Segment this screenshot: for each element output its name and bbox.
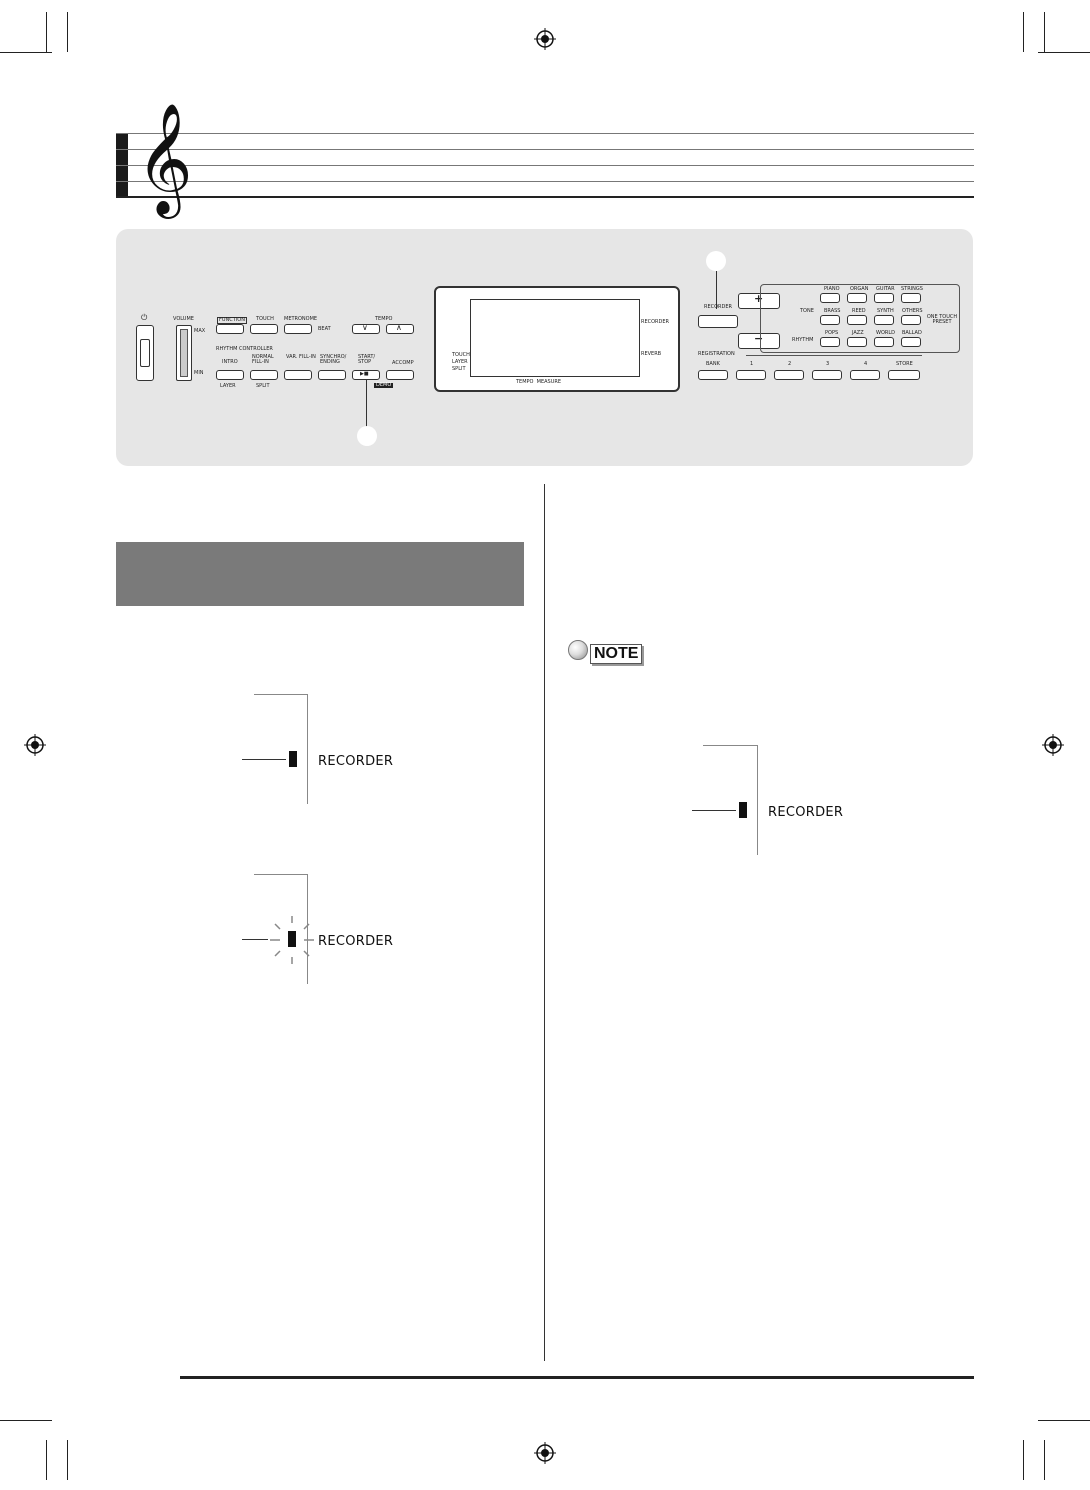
step-callout-marker bbox=[357, 426, 377, 446]
synchro-ending-label: SYNCHRO/ ENDING bbox=[320, 354, 347, 365]
lcd-screen bbox=[470, 299, 640, 377]
play-pause-icon: ▶■ bbox=[360, 371, 369, 377]
recorder-indicator-label: RECORDER bbox=[318, 934, 394, 949]
tone-piano-label: PIANO bbox=[824, 286, 840, 292]
metronome-label: METRONOME bbox=[284, 316, 318, 322]
display-layer-label: LAYER bbox=[452, 359, 468, 365]
volume-min-label: MIN bbox=[194, 370, 204, 376]
accomp-button[interactable] bbox=[386, 370, 414, 380]
rhythm-controller-label: RHYTHM CONTROLLER bbox=[216, 346, 273, 352]
touch-label: TOUCH bbox=[256, 316, 274, 322]
registration-3-label: 3 bbox=[826, 361, 830, 367]
registration-4-button[interactable] bbox=[850, 370, 880, 380]
tone-label: TONE bbox=[800, 308, 814, 314]
tone-strings-button[interactable] bbox=[901, 293, 921, 303]
power-icon: ⏻ bbox=[141, 313, 148, 322]
registration-1-button[interactable] bbox=[736, 370, 766, 380]
beat-label: BEAT bbox=[318, 326, 331, 332]
tone-reed-label: REED bbox=[852, 308, 866, 314]
display-recorder-label: RECORDER bbox=[641, 319, 670, 325]
trim-mark bbox=[67, 1440, 68, 1480]
trim-mark bbox=[1044, 1440, 1045, 1480]
accomp-label: ACCOMP bbox=[392, 360, 414, 366]
minus-icon: − bbox=[754, 332, 764, 345]
registration-3-button[interactable] bbox=[812, 370, 842, 380]
registration-bank-button[interactable] bbox=[698, 370, 728, 380]
trim-mark bbox=[1038, 1420, 1090, 1421]
rhythm-ballad-label: BALLAD bbox=[902, 330, 922, 336]
display-touch-label: TOUCH bbox=[452, 352, 470, 358]
footer-rule bbox=[180, 1376, 974, 1379]
tempo-label: TEMPO bbox=[375, 316, 393, 322]
recorder-indicator-label: RECORDER bbox=[318, 754, 394, 769]
trim-mark bbox=[1023, 1440, 1024, 1480]
display-split-label: SPLIT bbox=[452, 366, 466, 372]
normal-fill-in-label: NORMAL FILL-IN bbox=[252, 354, 274, 365]
tone-others-label: OTHERS bbox=[902, 308, 923, 314]
registration-2-label: 2 bbox=[788, 361, 792, 367]
tone-piano-button[interactable] bbox=[820, 293, 840, 303]
tone-organ-button[interactable] bbox=[847, 293, 867, 303]
section-heading-bar bbox=[116, 542, 524, 606]
tone-synth-label: SYNTH bbox=[877, 308, 894, 314]
intro-button[interactable] bbox=[216, 370, 244, 380]
registration-2-button[interactable] bbox=[774, 370, 804, 380]
registration-4-label: 4 bbox=[864, 361, 868, 367]
layer-label: LAYER bbox=[220, 383, 236, 389]
trim-mark bbox=[67, 12, 68, 52]
volume-label: VOLUME bbox=[173, 316, 194, 322]
keyboard-panel bbox=[116, 229, 973, 466]
registration-mark-icon bbox=[534, 1442, 556, 1464]
trim-mark bbox=[1038, 52, 1090, 53]
recorder-button-label: RECORDER bbox=[704, 304, 733, 310]
registration-mark-icon bbox=[1042, 734, 1064, 756]
function-button[interactable] bbox=[216, 324, 244, 334]
tone-brass-button[interactable] bbox=[820, 315, 840, 325]
indicator-lamp bbox=[289, 751, 297, 767]
normal-fill-in-button[interactable] bbox=[250, 370, 278, 380]
power-switch bbox=[140, 339, 150, 367]
indicator-pointer-line bbox=[242, 759, 286, 760]
volume-max-label: MAX bbox=[194, 328, 206, 334]
indicator-frame-top bbox=[254, 694, 308, 695]
rhythm-jazz-button[interactable] bbox=[847, 337, 867, 347]
one-touch-preset-label: ONE TOUCH PRESET bbox=[926, 314, 958, 325]
note-badge bbox=[568, 640, 644, 666]
metronome-button[interactable] bbox=[284, 324, 312, 334]
treble-clef-icon: 𝄞 bbox=[136, 102, 193, 214]
indicator-pointer-line bbox=[692, 810, 736, 811]
registration-mark-icon bbox=[534, 28, 556, 50]
tone-synth-button[interactable] bbox=[874, 315, 894, 325]
staff-line bbox=[116, 181, 974, 182]
rhythm-ballad-button[interactable] bbox=[901, 337, 921, 347]
lightbulb-icon bbox=[568, 640, 588, 660]
split-label: SPLIT bbox=[256, 383, 270, 389]
trim-mark bbox=[1044, 12, 1045, 52]
registration-label: REGISTRATION bbox=[698, 351, 735, 357]
rhythm-label: RHYTHM bbox=[792, 337, 814, 343]
step-callout-marker bbox=[706, 251, 726, 271]
tone-guitar-button[interactable] bbox=[874, 293, 894, 303]
indicator-frame-side bbox=[757, 745, 758, 855]
staff-line bbox=[116, 165, 974, 166]
tone-brass-label: BRASS bbox=[824, 308, 841, 314]
trim-mark bbox=[0, 52, 52, 53]
rhythm-world-button[interactable] bbox=[874, 337, 894, 347]
registration-1-label: 1 bbox=[750, 361, 754, 367]
volume-track bbox=[180, 329, 188, 377]
staff-line bbox=[116, 149, 974, 150]
indicator-frame-top bbox=[703, 745, 757, 746]
chevron-down-icon: ∨ bbox=[362, 323, 368, 332]
display-tempo-measure-label: TEMPO MEASURE bbox=[516, 379, 562, 385]
tone-organ-label: ORGAN bbox=[850, 286, 869, 292]
registration-store-label: STORE bbox=[896, 361, 913, 367]
tone-reed-button[interactable] bbox=[847, 315, 867, 325]
plus-icon: + bbox=[754, 292, 764, 305]
indicator-pointer-line bbox=[242, 939, 268, 940]
tone-strings-label: STRINGS bbox=[901, 286, 923, 292]
trim-mark bbox=[46, 12, 47, 52]
var-fill-in-button[interactable] bbox=[284, 370, 312, 380]
callout-line bbox=[366, 380, 367, 428]
indicator-frame-side bbox=[307, 694, 308, 804]
note-label: NOTE bbox=[590, 644, 642, 664]
display-reverb-label: REVERB bbox=[641, 351, 662, 357]
indicator-frame-top bbox=[254, 874, 308, 875]
var-fill-in-label: VAR. FILL-IN bbox=[286, 354, 316, 360]
trim-mark bbox=[0, 1420, 52, 1421]
chevron-up-icon: ∧ bbox=[396, 323, 402, 332]
column-divider bbox=[544, 484, 545, 1361]
registration-mark-icon bbox=[24, 734, 46, 756]
staff-line bbox=[116, 196, 974, 198]
recorder-button[interactable] bbox=[698, 315, 738, 328]
registration-store-button[interactable] bbox=[888, 370, 920, 380]
rhythm-jazz-label: JAZZ bbox=[852, 330, 864, 336]
touch-button[interactable] bbox=[250, 324, 278, 334]
trim-mark bbox=[1023, 12, 1024, 52]
intro-label: INTRO bbox=[222, 359, 238, 365]
tone-others-button[interactable] bbox=[901, 315, 921, 325]
demo-label: DEMO bbox=[376, 382, 392, 388]
start-stop-label: START/ STOP bbox=[358, 354, 376, 365]
registration-line bbox=[746, 355, 922, 356]
indicator-lamp bbox=[739, 802, 747, 818]
function-label: FUNCTION bbox=[219, 317, 245, 323]
tone-guitar-label: GUITAR bbox=[876, 286, 895, 292]
registration-bank-label: BANK bbox=[706, 361, 720, 367]
rhythm-pops-button[interactable] bbox=[820, 337, 840, 347]
trim-mark bbox=[46, 1440, 47, 1480]
recorder-indicator-label: RECORDER bbox=[768, 805, 844, 820]
rhythm-pops-label: POPS bbox=[825, 330, 839, 336]
rhythm-world-label: WORLD bbox=[876, 330, 895, 336]
synchro-ending-button[interactable] bbox=[318, 370, 346, 380]
indicator-lamp bbox=[288, 931, 296, 947]
staff-line bbox=[116, 133, 974, 134]
